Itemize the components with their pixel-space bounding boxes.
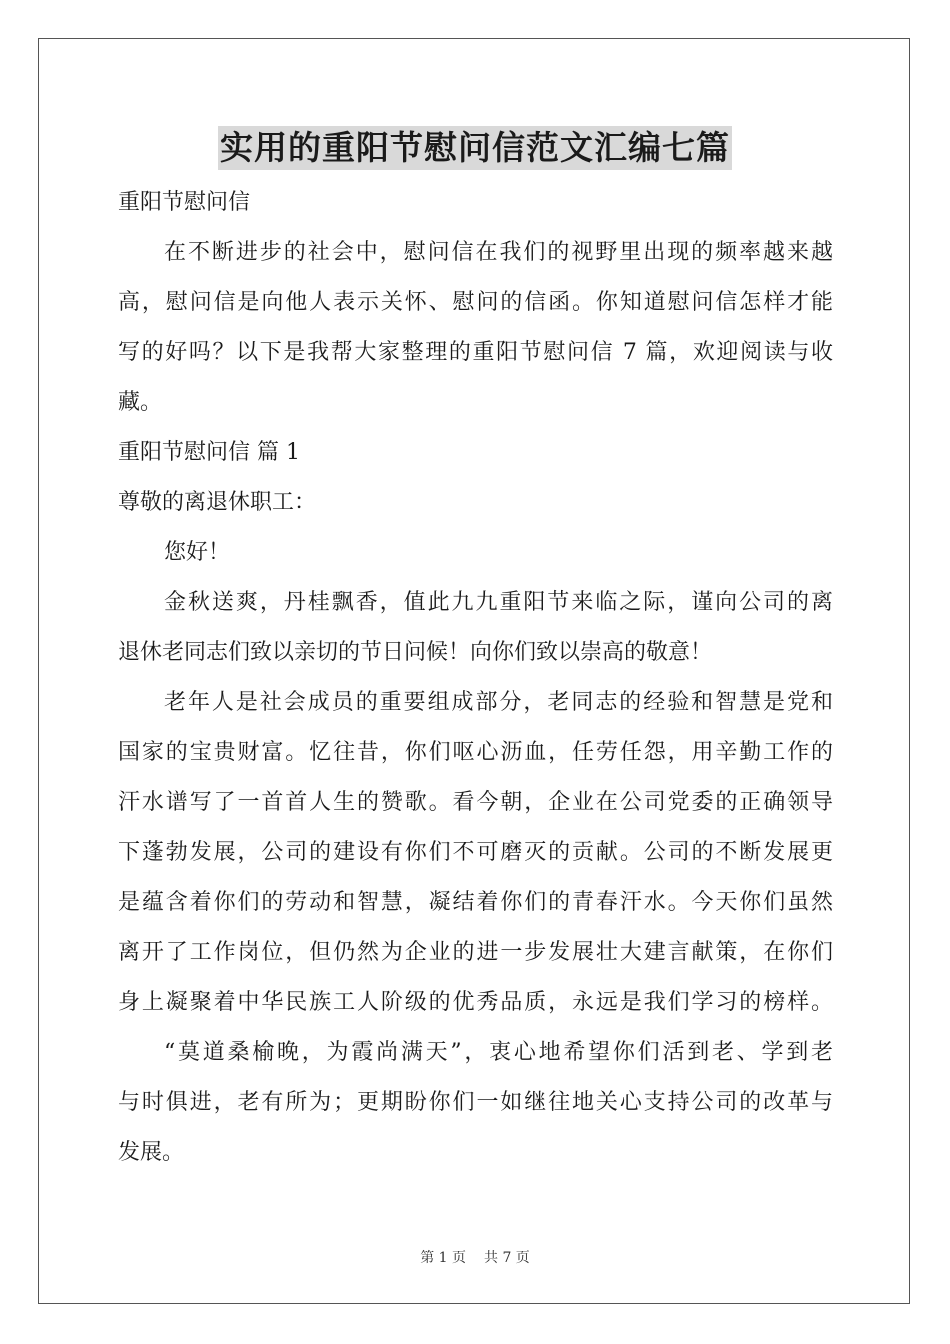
text-line: “莫道桑榆晚，为霞尚满天”，衷心地希望你们活到老、学到老 — [164, 1040, 833, 1065]
text-line: 汗水谱写了一首首人生的赞歌。看今朝，企业在公司党委的正确领导 — [118, 790, 833, 815]
text-line: 在不断进步的社会中，慰问信在我们的视野里出现的频率越来越 — [164, 240, 833, 265]
text-line: 退休老同志们致以亲切的节日问候！向你们致以崇高的敬意！ — [118, 640, 713, 665]
text-line: 身上凝聚着中华民族工人阶级的优秀品质，永远是我们学习的榜样。 — [118, 990, 833, 1015]
text-line: 老年人是社会成员的重要组成部分，老同志的经验和智慧是党和 — [164, 690, 833, 715]
text-line: 金秋送爽，丹桂飘香，值此九九重阳节来临之际，谨向公司的离 — [164, 590, 833, 615]
text-line: 国家的宝贵财富。忆往昔，你们呕心沥血，任劳任怨，用辛勤工作的 — [118, 740, 833, 765]
text-line: 发展。 — [118, 1140, 185, 1165]
text-line: 是蕴含着你们的劳动和智慧，凝结着你们的青春汗水。今天你们虽然 — [118, 890, 833, 915]
text-line: 下蓬勃发展，公司的建设有你们不可磨灭的贡献。公司的不断发展更 — [118, 840, 833, 865]
text-line: 尊敬的离退休职工： — [118, 490, 317, 515]
text-line: 高，慰问信是向他人表示关怀、慰问的信函。你知道慰问信怎样才能 — [118, 290, 833, 315]
document-body — [118, 178, 833, 1178]
text-line: 重阳节慰问信 篇 1 — [118, 440, 300, 465]
title-wrap — [0, 126, 950, 170]
page-number: 第 1 页 — [420, 1250, 466, 1266]
document-title: 实用的重阳节慰问信范文汇编七篇 — [218, 126, 732, 170]
page-total: 共 7 页 — [484, 1250, 530, 1266]
text-line: 藏。 — [118, 390, 163, 415]
text-line: 您好！ — [164, 540, 231, 565]
text-line: 离开了工作岗位，但仍然为企业的进一步发展壮大建言献策，在你们 — [118, 940, 833, 965]
text-line: 写的好吗？以下是我帮大家整理的重阳节慰问信 7 篇，欢迎阅读与收 — [118, 340, 833, 365]
text-line: 与时俱进，老有所为；更期盼你们一如继往地关心支持公司的改革与 — [118, 1090, 833, 1115]
page-footer — [0, 1247, 950, 1267]
text-line: 重阳节慰问信 — [118, 190, 251, 215]
